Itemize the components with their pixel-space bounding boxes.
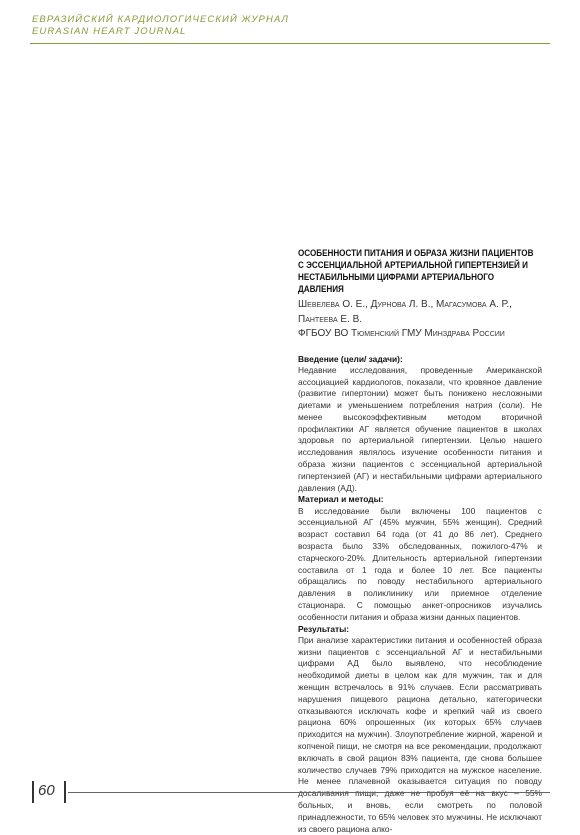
journal-name-en: EURASIAN HEART JOURNAL — [32, 26, 187, 37]
page-number: 60 — [38, 782, 55, 799]
article — [298, 247, 542, 835]
article-authors: Шевелева О. Е., Дурнова Л. В., Магасумова А. Р., Пантеева Е. В. — [298, 299, 512, 325]
journal-header — [32, 14, 289, 38]
journal-name-ru: ЕВРАЗИЙСКИЙ КАРДИОЛОГИЧЕСКИЙ ЖУРНАЛ — [32, 14, 290, 25]
section-text-results: При анализе характеристики питания и особенностей образа жизни пациентов с эссенциальной АГ и нестабильными цифрами АД было выявлено, что несоблюдение необходимой диеты в целом как для мужчин, так и для женщин встречалось в 91% случаев. Если рассматривать нарушения пищевого рациона детально, категорически отказываются исключать кофе и крепкий чай из своего рациона 60% опрошенных (их которых 65% случаев приходится на мужчин). Злоупотребление жирной, жареной и копченой пищи, не смотря на все рекомендации, продолжают включать в свой рацион 83% пациента, где снова большее количество случаев 79% приходится на мужское население. Не менее плачевной оказывается ситуация по поводу досаливания пищи, даже не пробуя её на вкус – 55% больных, и вновь, если смотреть по половой принадлежности, то 65% человек это мужчины. Не исключают из своего рациона алко- — [298, 634, 542, 834]
section-text-methods: В исследование были включены 100 пациентов с эссенциальной АГ (45% мужчин, 55% женщин). Средний возраст составил 64 года (от 41 до 86 лет). Среднего возраста было 33% обследованных, пожилого-47% и старческого-20%. Длительность артериальной гипертензии составила от 1 года и более 10 лет. Все пациенты обращались по поводу нестабильного артериального давления в поликлинику или приемное отделение стационара. С помощью анкет-опросников изучались особенности питания и образа жизни данных пациентов. — [298, 505, 542, 622]
header-rule — [30, 43, 550, 44]
footer-bar-right — [64, 781, 66, 803]
footer-bar-left — [32, 781, 34, 803]
article-title: ОСОБЕННОСТИ ПИТАНИЯ И ОБРАЗА ЖИЗНИ ПАЦИЕНТОВ С ЭССЕНЦИАЛЬНОЙ АРТЕРИАЛЬНОЙ ГИПЕРТЕНЗИЕЙ И НЕСТАБИЛЬНЫМИ ЦИФРАМИ АРТЕРИАЛЬНОГО ДАВЛЕНИЯ — [298, 248, 534, 294]
section-heading-results: Результаты: — [298, 623, 350, 634]
footer-rule — [68, 792, 550, 793]
section-text-introduction: Недавние исследования, проведенные Американской ассоциацией кардиологов, показали, что кровяное давление (развитие гипертонии) может быть понижено несложными диетами и уменьшением потребления натрия (соли). Не менее высокоэффективным методом вторичной профилактики АГ является обучение пациентов в школах здоровья по артериальной гипертензии. Целью нашего исследования являлось изучение особенности питания и образа жизни пациентов с эссенциальной артериальной гипертензией (АГ) и нестабильными цифрами артериального давления (АД). — [298, 364, 542, 493]
article-affiliation: ФГБОУ ВО Тюменский ГМУ Минздрава России — [298, 328, 505, 339]
section-heading-introduction: Введение (цели/ задачи): — [298, 353, 403, 364]
section-heading-methods: Материал и методы: — [298, 494, 384, 505]
